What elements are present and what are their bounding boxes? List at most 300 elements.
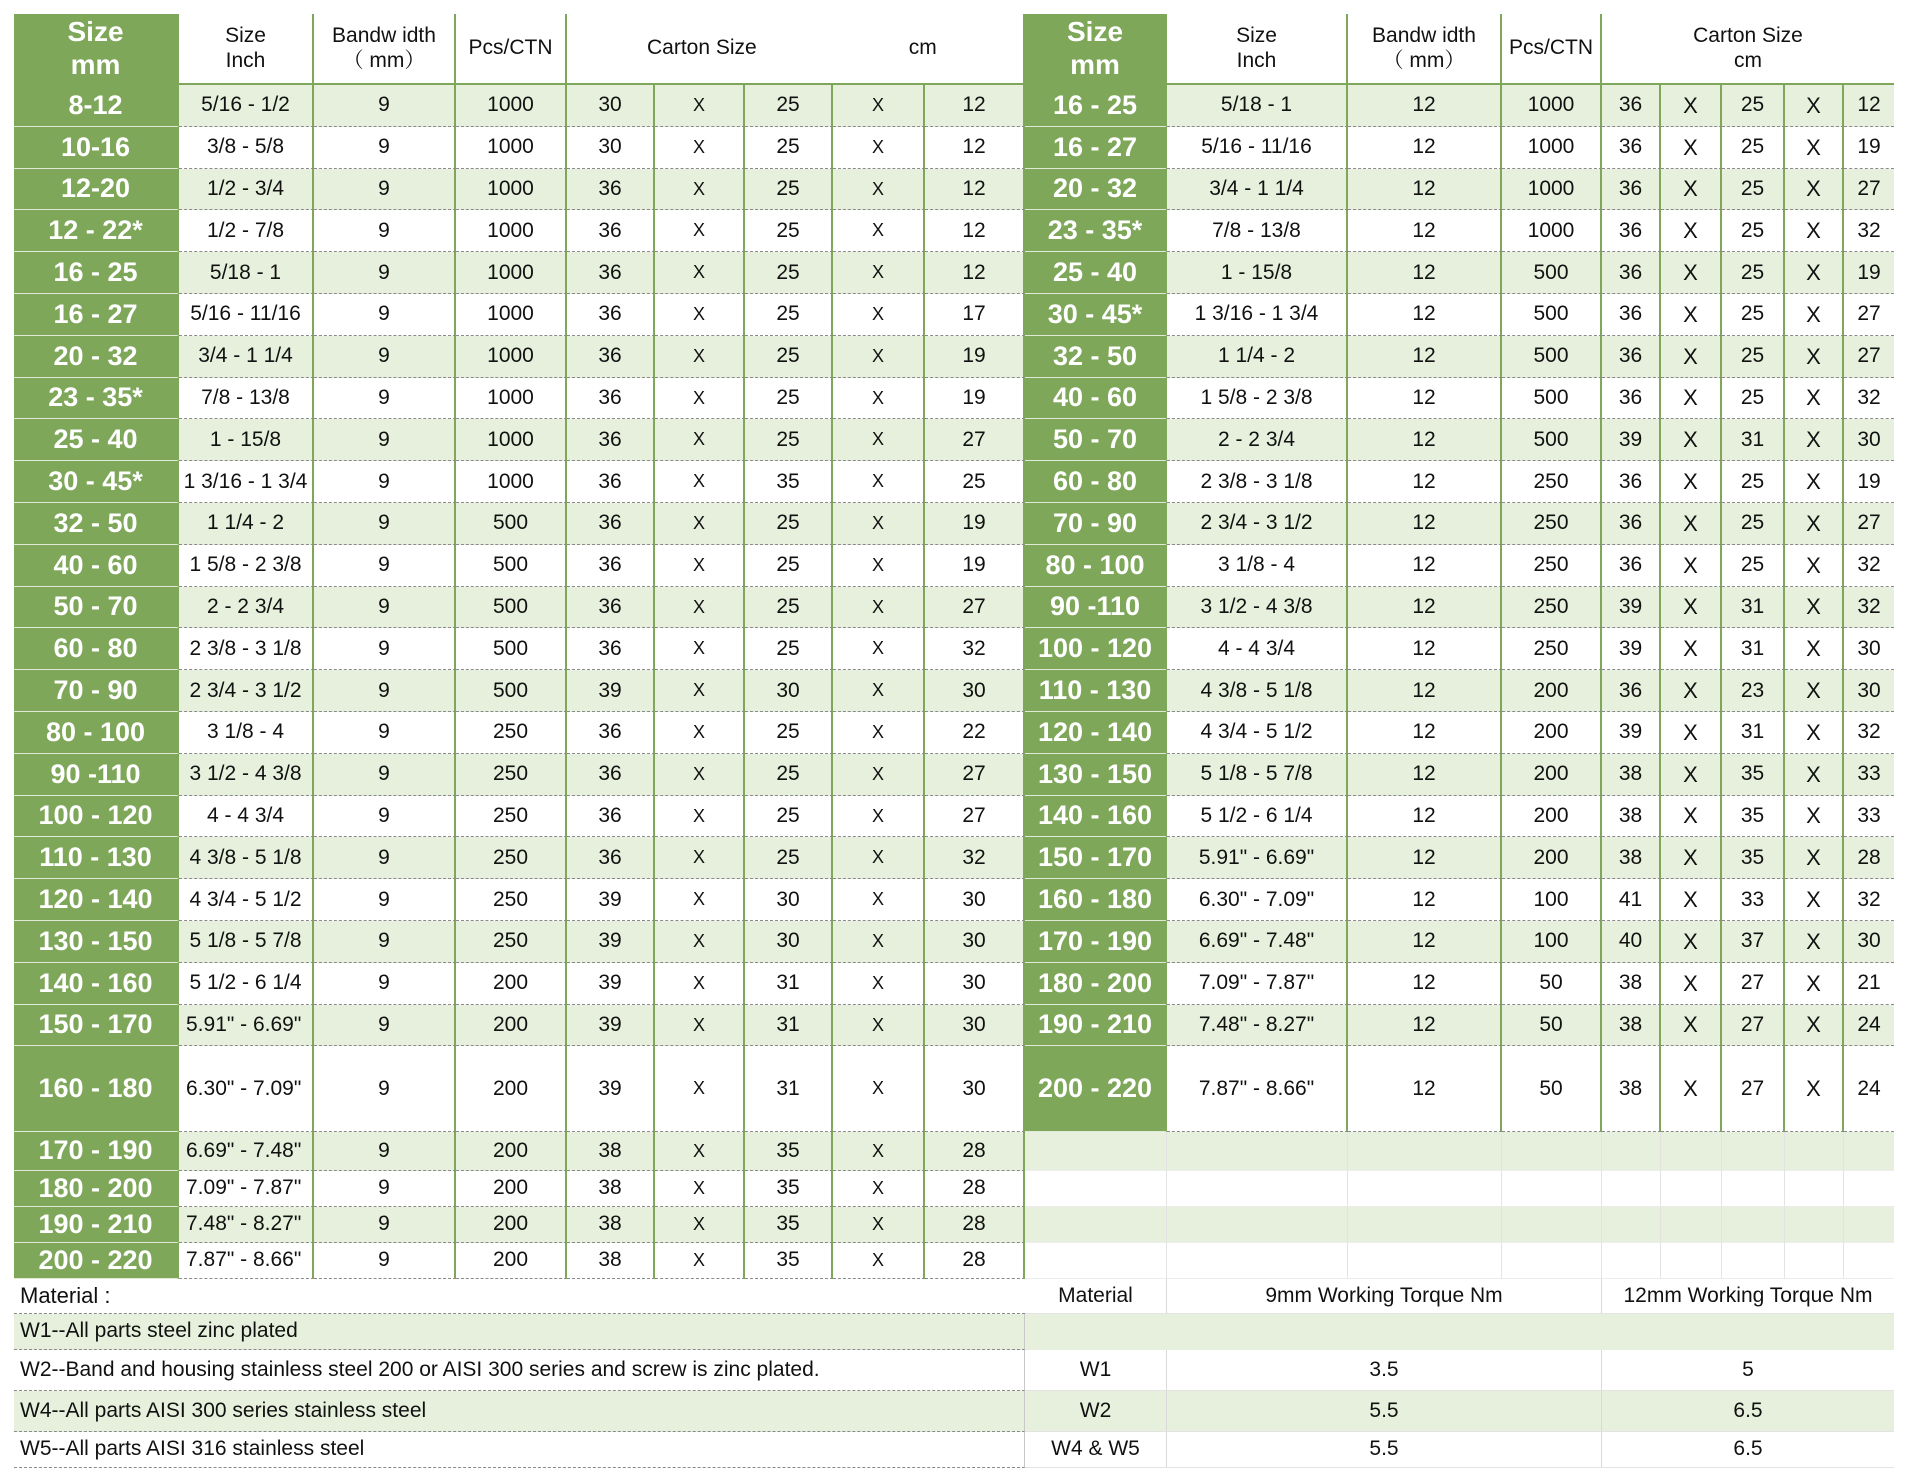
right-size-mm: 40 - 60 (1025, 378, 1167, 420)
left-bandwidth: 9 (314, 419, 456, 461)
right-carton-height: 19 (1844, 127, 1894, 169)
right-pcs-ctn: 500 (1502, 378, 1602, 420)
left-carton-length: 36 (567, 252, 655, 294)
left-size-mm: 40 - 60 (14, 545, 179, 587)
left-size-mm: 20 - 32 (14, 336, 179, 378)
left-bandwidth: 9 (314, 1005, 456, 1047)
left-carton-sep: X (833, 670, 925, 712)
right-carton-width: 35 (1722, 796, 1785, 838)
right-size-mm: 190 - 210 (1025, 1005, 1167, 1047)
right-carton-sep: X (1661, 963, 1722, 1005)
header-carton-label: Carton Size (647, 36, 757, 60)
right-size-mm: 16 - 25 (1025, 85, 1167, 127)
right-bandwidth: 12 (1348, 336, 1502, 378)
left-carton-sep: X (833, 628, 925, 670)
left-bandwidth: 9 (314, 921, 456, 963)
left-size-inch: 4 - 4 3/4 (179, 796, 314, 838)
right-carton-width: 25 (1722, 210, 1785, 252)
left-carton-sep: X (833, 545, 925, 587)
right-carton-width: 27 (1722, 1005, 1785, 1047)
empty-cell (1602, 1243, 1661, 1279)
left-carton-width: 35 (745, 461, 833, 503)
left-size-mm: 100 - 120 (14, 796, 179, 838)
right-carton-sep: X (1785, 1005, 1844, 1047)
left-carton-sep: X (655, 294, 745, 336)
left-carton-sep: X (833, 378, 925, 420)
right-carton-width: 25 (1722, 336, 1785, 378)
left-header-size-inch (179, 14, 314, 85)
right-size-inch: 3 1/8 - 4 (1167, 545, 1348, 587)
left-carton-sep: X (655, 796, 745, 838)
empty-cell (1844, 1243, 1894, 1279)
header-cm-label: cm (1734, 48, 1762, 72)
left-size-mm: 8-12 (14, 85, 179, 127)
empty-cell (1722, 1171, 1785, 1207)
left-carton-length: 36 (567, 712, 655, 754)
right-bandwidth: 12 (1348, 127, 1502, 169)
right-carton-sep: X (1785, 336, 1844, 378)
right-carton-length: 41 (1602, 879, 1661, 921)
right-size-mm: 20 - 32 (1025, 169, 1167, 211)
left-pcs-ctn: 250 (456, 837, 567, 879)
empty-cell (1785, 1243, 1844, 1279)
right-pcs-ctn: 250 (1502, 545, 1602, 587)
right-size-inch: 5 1/8 - 5 7/8 (1167, 754, 1348, 796)
left-carton-length: 36 (567, 503, 655, 545)
left-carton-width: 35 (745, 1207, 833, 1243)
left-pcs-ctn: 500 (456, 587, 567, 629)
left-carton-length: 36 (567, 294, 655, 336)
right-carton-height: 33 (1844, 796, 1894, 838)
header-size-line: Size (1066, 16, 1124, 48)
left-carton-width: 35 (745, 1132, 833, 1171)
right-carton-width: 33 (1722, 879, 1785, 921)
left-bandwidth: 9 (314, 545, 456, 587)
left-carton-length: 36 (567, 754, 655, 796)
left-carton-height: 32 (925, 837, 1025, 879)
left-carton-width: 25 (745, 252, 833, 294)
right-carton-sep: X (1785, 252, 1844, 294)
torque-12mm: 5 (1602, 1350, 1894, 1391)
right-bandwidth: 12 (1348, 837, 1502, 879)
left-carton-height: 30 (925, 1005, 1025, 1047)
left-carton-length: 39 (567, 1005, 655, 1047)
right-carton-height: 32 (1844, 210, 1894, 252)
torque-12mm: 6.5 (1602, 1391, 1894, 1432)
left-size-mm: 120 - 140 (14, 879, 179, 921)
right-bandwidth: 12 (1348, 754, 1502, 796)
right-carton-width: 31 (1722, 587, 1785, 629)
right-bandwidth: 12 (1348, 628, 1502, 670)
right-carton-sep: X (1785, 210, 1844, 252)
right-pcs-ctn: 200 (1502, 796, 1602, 838)
left-size-inch: 5/16 - 11/16 (179, 294, 314, 336)
right-carton-length: 38 (1602, 1046, 1661, 1132)
left-size-mm: 110 - 130 (14, 837, 179, 879)
right-carton-sep: X (1785, 837, 1844, 879)
right-size-inch: 2 3/8 - 3 1/8 (1167, 461, 1348, 503)
left-carton-sep: X (833, 169, 925, 211)
right-header-pcs: Pcs/CTN (1502, 14, 1602, 85)
right-carton-sep: X (1661, 169, 1722, 211)
right-carton-sep: X (1661, 85, 1722, 127)
left-size-inch: 3/8 - 5/8 (179, 127, 314, 169)
right-carton-length: 39 (1602, 628, 1661, 670)
left-carton-width: 25 (745, 336, 833, 378)
torque-spacer (1025, 1314, 1894, 1350)
left-carton-sep: X (655, 587, 745, 629)
right-carton-sep: X (1661, 879, 1722, 921)
left-size-mm: 140 - 160 (14, 963, 179, 1005)
left-carton-sep: X (833, 419, 925, 461)
right-carton-sep: X (1785, 503, 1844, 545)
left-carton-width: 30 (745, 921, 833, 963)
right-carton-width: 25 (1722, 545, 1785, 587)
left-carton-sep: X (655, 85, 745, 127)
right-size-mm: 70 - 90 (1025, 503, 1167, 545)
left-size-mm: 90 -110 (14, 754, 179, 796)
empty-cell (1167, 1207, 1348, 1243)
left-size-inch: 3 1/2 - 4 3/8 (179, 754, 314, 796)
right-carton-length: 36 (1602, 210, 1661, 252)
left-carton-height: 28 (925, 1132, 1025, 1171)
empty-cell (1167, 1171, 1348, 1207)
right-carton-sep: X (1785, 545, 1844, 587)
left-size-inch: 7.09" - 7.87" (179, 1171, 314, 1207)
right-carton-height: 32 (1844, 587, 1894, 629)
right-carton-sep: X (1785, 796, 1844, 838)
left-carton-height: 27 (925, 796, 1025, 838)
right-carton-length: 36 (1602, 169, 1661, 211)
right-size-inch: 1 3/16 - 1 3/4 (1167, 294, 1348, 336)
right-size-inch: 7.09" - 7.87" (1167, 963, 1348, 1005)
left-carton-sep: X (655, 336, 745, 378)
right-carton-sep: X (1785, 461, 1844, 503)
torque-9mm: 5.5 (1167, 1391, 1602, 1432)
left-carton-height: 25 (925, 461, 1025, 503)
left-carton-sep: X (655, 252, 745, 294)
left-header-pcs: Pcs/CTN (456, 14, 567, 85)
left-size-inch: 1 3/16 - 1 3/4 (179, 461, 314, 503)
right-pcs-ctn: 500 (1502, 252, 1602, 294)
right-carton-height: 32 (1844, 712, 1894, 754)
torque-12mm: 6.5 (1602, 1432, 1894, 1468)
right-carton-sep: X (1785, 712, 1844, 754)
left-carton-sep: X (655, 837, 745, 879)
right-carton-sep: X (1785, 419, 1844, 461)
right-carton-length: 36 (1602, 461, 1661, 503)
left-carton-length: 30 (567, 127, 655, 169)
right-carton-length: 36 (1602, 545, 1661, 587)
left-carton-length: 36 (567, 419, 655, 461)
right-carton-width: 35 (1722, 754, 1785, 796)
right-carton-height: 24 (1844, 1005, 1894, 1047)
left-pcs-ctn: 1000 (456, 252, 567, 294)
left-bandwidth: 9 (314, 712, 456, 754)
left-carton-sep: X (833, 1207, 925, 1243)
right-carton-height: 30 (1844, 670, 1894, 712)
left-carton-height: 30 (925, 963, 1025, 1005)
right-pcs-ctn: 50 (1502, 1046, 1602, 1132)
right-size-inch: 6.30" - 7.09" (1167, 879, 1348, 921)
right-bandwidth: 12 (1348, 712, 1502, 754)
left-bandwidth: 9 (314, 169, 456, 211)
right-size-inch: 5.91" - 6.69" (1167, 837, 1348, 879)
left-carton-sep: X (833, 503, 925, 545)
left-carton-height: 17 (925, 294, 1025, 336)
right-bandwidth: 12 (1348, 1046, 1502, 1132)
right-carton-length: 38 (1602, 837, 1661, 879)
right-carton-length: 36 (1602, 503, 1661, 545)
right-pcs-ctn: 250 (1502, 628, 1602, 670)
right-carton-sep: X (1785, 754, 1844, 796)
right-carton-sep: X (1661, 503, 1722, 545)
left-carton-length: 36 (567, 628, 655, 670)
right-size-mm: 100 - 120 (1025, 628, 1167, 670)
left-size-inch: 3 1/8 - 4 (179, 712, 314, 754)
empty-cell (1785, 1207, 1844, 1243)
left-size-mm: 190 - 210 (14, 1207, 179, 1243)
right-pcs-ctn: 200 (1502, 712, 1602, 754)
right-bandwidth: 12 (1348, 796, 1502, 838)
right-size-inch: 7.48" - 8.27" (1167, 1005, 1348, 1047)
header-size-line: Size (225, 24, 266, 48)
left-carton-sep: X (833, 1005, 925, 1047)
right-size-mm: 130 - 150 (1025, 754, 1167, 796)
left-pcs-ctn: 1000 (456, 294, 567, 336)
right-size-inch: 6.69" - 7.48" (1167, 921, 1348, 963)
right-size-inch: 1 5/8 - 2 3/8 (1167, 378, 1348, 420)
material-note: W4--All parts AISI 300 series stainless steel (14, 1391, 1025, 1432)
right-carton-height: 27 (1844, 169, 1894, 211)
left-size-mm: 150 - 170 (14, 1005, 179, 1047)
right-bandwidth: 12 (1348, 921, 1502, 963)
material-note: W1--All parts steel zinc plated (14, 1314, 1025, 1350)
left-carton-sep: X (833, 837, 925, 879)
left-pcs-ctn: 200 (456, 963, 567, 1005)
right-pcs-ctn: 1000 (1502, 127, 1602, 169)
size-spec-sheet (14, 14, 1894, 1470)
left-carton-length: 38 (567, 1243, 655, 1279)
right-carton-sep: X (1661, 796, 1722, 838)
left-pcs-ctn: 200 (456, 1132, 567, 1171)
right-bandwidth: 12 (1348, 879, 1502, 921)
left-size-mm: 16 - 25 (14, 252, 179, 294)
left-carton-sep: X (655, 1005, 745, 1047)
right-pcs-ctn: 1000 (1502, 169, 1602, 211)
left-carton-width: 25 (745, 545, 833, 587)
right-header-bandwidth (1348, 14, 1502, 85)
left-carton-height: 32 (925, 628, 1025, 670)
left-carton-length: 36 (567, 336, 655, 378)
left-carton-height: 30 (925, 879, 1025, 921)
right-size-inch: 4 3/4 - 5 1/2 (1167, 712, 1348, 754)
left-carton-sep: X (655, 169, 745, 211)
left-carton-height: 22 (925, 712, 1025, 754)
left-bandwidth: 9 (314, 503, 456, 545)
left-carton-length: 39 (567, 921, 655, 963)
right-carton-width: 27 (1722, 1046, 1785, 1132)
empty-cell (1602, 1171, 1661, 1207)
empty-cell (1502, 1171, 1602, 1207)
right-size-mm: 25 - 40 (1025, 252, 1167, 294)
left-carton-width: 35 (745, 1243, 833, 1279)
left-pcs-ctn: 200 (456, 1005, 567, 1047)
left-pcs-ctn: 250 (456, 712, 567, 754)
left-bandwidth: 9 (314, 336, 456, 378)
left-carton-sep: X (655, 1171, 745, 1207)
left-carton-sep: X (655, 1243, 745, 1279)
left-size-inch: 5 1/8 - 5 7/8 (179, 921, 314, 963)
right-carton-sep: X (1661, 1005, 1722, 1047)
right-carton-length: 39 (1602, 587, 1661, 629)
right-bandwidth: 12 (1348, 587, 1502, 629)
left-carton-width: 25 (745, 628, 833, 670)
right-carton-length: 38 (1602, 1005, 1661, 1047)
left-carton-width: 31 (745, 1005, 833, 1047)
right-bandwidth: 12 (1348, 252, 1502, 294)
right-size-mm: 160 - 180 (1025, 879, 1167, 921)
left-bandwidth: 9 (314, 461, 456, 503)
right-carton-sep: X (1661, 628, 1722, 670)
right-carton-sep: X (1661, 587, 1722, 629)
left-carton-height: 30 (925, 1046, 1025, 1132)
right-size-inch: 5 1/2 - 6 1/4 (1167, 796, 1348, 838)
right-pcs-ctn: 250 (1502, 587, 1602, 629)
right-pcs-ctn: 50 (1502, 1005, 1602, 1047)
empty-cell (1785, 1132, 1844, 1171)
left-size-inch: 7.48" - 8.27" (179, 1207, 314, 1243)
left-carton-width: 25 (745, 127, 833, 169)
left-carton-height: 30 (925, 670, 1025, 712)
left-carton-sep: X (655, 378, 745, 420)
left-carton-sep: X (655, 127, 745, 169)
left-pcs-ctn: 1000 (456, 169, 567, 211)
right-size-mm: 90 -110 (1025, 587, 1167, 629)
right-bandwidth: 12 (1348, 503, 1502, 545)
left-size-inch: 6.30" - 7.09" (179, 1046, 314, 1132)
left-carton-width: 25 (745, 587, 833, 629)
right-bandwidth: 12 (1348, 461, 1502, 503)
left-header-carton (567, 14, 1025, 85)
material-note: W2--Band and housing stainless steel 200 or AISI 300 series and screw is zinc plated. (14, 1350, 1025, 1391)
right-pcs-ctn: 200 (1502, 837, 1602, 879)
left-bandwidth: 9 (314, 1046, 456, 1132)
right-bandwidth: 12 (1348, 294, 1502, 336)
right-header-size-inch (1167, 14, 1348, 85)
right-carton-sep: X (1785, 169, 1844, 211)
empty-cell (1844, 1132, 1894, 1171)
right-pcs-ctn: 1000 (1502, 85, 1602, 127)
left-size-mm: 16 - 27 (14, 294, 179, 336)
left-carton-length: 36 (567, 461, 655, 503)
right-carton-sep: X (1785, 127, 1844, 169)
left-carton-width: 31 (745, 1046, 833, 1132)
right-carton-width: 37 (1722, 921, 1785, 963)
left-pcs-ctn: 500 (456, 628, 567, 670)
right-size-mm: 180 - 200 (1025, 963, 1167, 1005)
left-carton-sep: X (655, 712, 745, 754)
right-size-inch: 5/18 - 1 (1167, 85, 1348, 127)
right-header-size-mm (1025, 14, 1167, 85)
right-carton-width: 27 (1722, 963, 1785, 1005)
header-size-line: Size (1236, 24, 1277, 48)
left-carton-height: 27 (925, 419, 1025, 461)
left-carton-sep: X (655, 461, 745, 503)
left-carton-sep: X (833, 1243, 925, 1279)
left-bandwidth: 9 (314, 210, 456, 252)
left-carton-sep: X (833, 85, 925, 127)
right-carton-length: 36 (1602, 294, 1661, 336)
header-mm-line: mm (1070, 48, 1120, 80)
right-carton-sep: X (1661, 1046, 1722, 1132)
right-carton-sep: X (1785, 294, 1844, 336)
empty-cell (1602, 1207, 1661, 1243)
left-pcs-ctn: 1000 (456, 419, 567, 461)
left-size-mm: 180 - 200 (14, 1171, 179, 1207)
left-size-inch: 5/16 - 1/2 (179, 85, 314, 127)
right-pcs-ctn: 200 (1502, 754, 1602, 796)
left-size-mm: 10-16 (14, 127, 179, 169)
right-size-mm: 170 - 190 (1025, 921, 1167, 963)
left-size-mm: 12 - 22* (14, 210, 179, 252)
right-carton-height: 28 (1844, 837, 1894, 879)
left-size-mm: 12-20 (14, 169, 179, 211)
right-carton-length: 36 (1602, 336, 1661, 378)
left-size-mm: 80 - 100 (14, 712, 179, 754)
left-size-inch: 1 1/4 - 2 (179, 503, 314, 545)
header-bandwidth-unit: （ mm） (342, 48, 426, 72)
left-size-inch: 2 3/4 - 3 1/2 (179, 670, 314, 712)
left-carton-sep: X (655, 1046, 745, 1132)
left-carton-height: 12 (925, 252, 1025, 294)
right-carton-sep: X (1785, 587, 1844, 629)
right-carton-width: 35 (1722, 837, 1785, 879)
empty-cell (1785, 1171, 1844, 1207)
right-carton-length: 36 (1602, 252, 1661, 294)
empty-cell (1602, 1132, 1661, 1171)
left-carton-length: 36 (567, 587, 655, 629)
left-pcs-ctn: 500 (456, 545, 567, 587)
left-header-bandwidth (314, 14, 456, 85)
left-carton-sep: X (655, 503, 745, 545)
right-size-mm: 150 - 170 (1025, 837, 1167, 879)
left-carton-length: 39 (567, 963, 655, 1005)
left-carton-length: 36 (567, 210, 655, 252)
right-pcs-ctn: 250 (1502, 503, 1602, 545)
left-carton-height: 19 (925, 378, 1025, 420)
right-carton-length: 39 (1602, 419, 1661, 461)
left-carton-sep: X (833, 712, 925, 754)
header-inch-line: Inch (1236, 48, 1277, 72)
header-mm-line: mm (70, 48, 121, 80)
right-size-mm: 110 - 130 (1025, 670, 1167, 712)
left-size-mm: 25 - 40 (14, 419, 179, 461)
left-carton-length: 39 (567, 879, 655, 921)
empty-cell (1348, 1207, 1502, 1243)
left-bandwidth: 9 (314, 85, 456, 127)
right-pcs-ctn: 50 (1502, 963, 1602, 1005)
empty-cell (1661, 1171, 1722, 1207)
right-carton-width: 23 (1722, 670, 1785, 712)
left-size-mm: 200 - 220 (14, 1243, 179, 1279)
left-size-inch: 5/18 - 1 (179, 252, 314, 294)
right-size-inch: 1 - 15/8 (1167, 252, 1348, 294)
left-size-inch: 1 5/8 - 2 3/8 (179, 545, 314, 587)
right-carton-sep: X (1785, 628, 1844, 670)
left-carton-height: 27 (925, 754, 1025, 796)
left-carton-height: 27 (925, 587, 1025, 629)
